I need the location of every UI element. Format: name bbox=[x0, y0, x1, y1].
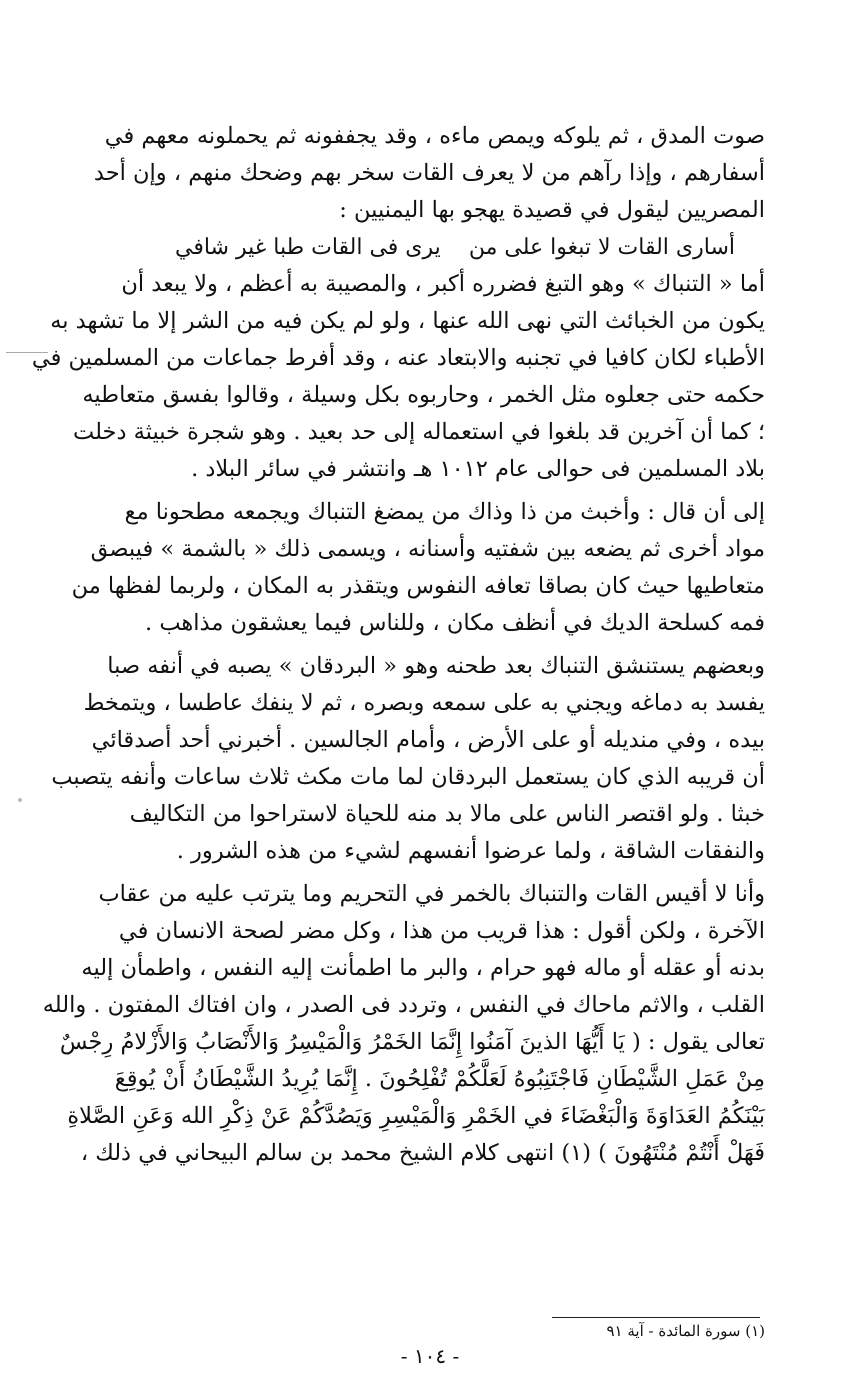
paragraph-3 bbox=[71, 494, 765, 642]
text-line: وأنا لا أقيس القات والتنباك بالخمر في التحريم وما يترتب عليه من عقاب bbox=[98, 881, 765, 907]
margin-scan-dot bbox=[18, 798, 22, 802]
text-line: يكون من الخبائث التي نهى الله عنها ، ولو لم يكن فيه من الشر إلا ما تشهد به bbox=[50, 308, 765, 334]
text-line: متعاطيها حيث كان بصاقا تعافه النفوس ويتقذر به المكان ، ولربما لفظها من bbox=[71, 573, 765, 599]
text-line: الأطباء لكان كافيا في تجنبه والابتعاد عنه ، وقد أفرط جماعات من المسلمين في bbox=[31, 345, 765, 371]
text-line: يفسد به دماغه ويجني به على سمعه وبصره ، ثم لا ينفك عاطسا ، ويتمخط bbox=[83, 690, 765, 716]
text-line: مواد أخرى ثم يضعه بين شفتيه وأسنانه ، ويسمى ذلك « بالشمة » فيبصق bbox=[90, 536, 765, 562]
margin-scan-mark bbox=[6, 352, 48, 353]
text-line: المصريين ليقول في قصيدة يهجو بها اليمنيين : bbox=[339, 197, 765, 223]
text-line: صوت المدق ، ثم يلوكه ويمص ماءه ، وقد يجففونه ثم يحملونه معهم في bbox=[104, 123, 765, 149]
text-line: أن قريبه الذي كان يستعمل البردقان لما مات مكث ثلاث ساعات وأنفه يتصبب bbox=[51, 764, 765, 790]
text-line: الآخرة ، ولكن أقول : هذا قريب من هذا ، وكل مضر لصحة الانسان في bbox=[118, 918, 765, 944]
text-line: والنفقات الشاقة ، ولما عرضوا أنفسهم لشيء من هذه الشرور . bbox=[176, 838, 765, 864]
poem-verse bbox=[175, 229, 765, 266]
quran-verse-line: فَهَلْ أَنْتُمْ مُنْتَهُونَ ) (١) انتهى كلام الشيخ محمد بن سالم البيحاني في ذلك ، bbox=[80, 1140, 765, 1166]
text-line: خبثا . ولو اقتصر الناس على مالا بد منه للحياة لاستراحوا من التكاليف bbox=[129, 801, 765, 827]
text-line: فمه كسلحة الديك في أنظف مكان ، وللناس فيما يعشقون مذاهب . bbox=[145, 610, 765, 636]
quran-verse-line: مِنْ عَمَلِ الشَّيْطَانِ فَاجْتَنِبُوهُ لَعَلَّكُمْ تُفْلِحُونَ . إِنَّمَا يُرِيدُ الشَّيْطَانُ أَنْ يُوقِعَ bbox=[114, 1066, 765, 1092]
poem-hemistich-1: أسارى القات لا تبغوا على من bbox=[468, 235, 735, 260]
footnote-divider bbox=[552, 1317, 760, 1318]
page-body bbox=[31, 118, 765, 1172]
text-line: القلب ، والاثم ماحاك في النفس ، وتردد فى الصدر ، وان افتاك المفتون . والله bbox=[42, 992, 765, 1018]
paragraph-4 bbox=[51, 648, 765, 870]
text-line: إلى أن قال : وأخبث من ذا وذاك من يمضغ التنباك ويجمعه مطحونا مع bbox=[124, 499, 765, 525]
footnote: (١) سورة المائدة - آية ٩١ bbox=[606, 1322, 765, 1340]
text-line: بلاد المسلمين فى حوالى عام ١٠١٢ هـ وانتشر في سائر البلاد . bbox=[191, 456, 765, 482]
text-line: أما « التنباك » وهو التبغ فضرره أكبر ، والمصيبة به أعظم ، ولا يبعد أن bbox=[121, 271, 765, 297]
paragraph-2 bbox=[31, 266, 765, 488]
text-line: بدنه أو عقله أو ماله فهو حرام ، والبر ما اطمأنت إليه النفس ، واطمأن إليه bbox=[81, 955, 765, 981]
poem-hemistich-2: يرى فى القات طبا غير شافي bbox=[175, 235, 441, 260]
paragraph-5 bbox=[42, 876, 765, 1172]
text-line: بيده ، وفي منديله أو على الأرض ، وأمام الجالسين . أخبرني أحد أصدقائي bbox=[91, 727, 765, 753]
quran-verse-line: بَيْنَكُمُ العَدَاوَةَ وَالْبَغْضَاءَ في الخَمْرِ وَالْمَيْسِرِ وَيَصُدَّكُمْ عَنْ ذِكْرِ الله وَعَنِ الصَّلاةِ bbox=[67, 1103, 765, 1129]
text-line: ؛ كما أن آخرين قد بلغوا في استعماله إلى حد بعيد . وهو شجرة خبيثة دخلت bbox=[73, 419, 765, 445]
text-line: وبعضهم يستنشق التنباك بعد طحنه وهو « البردقان » يصبه في أنفه صبا bbox=[107, 653, 765, 679]
text-line: حكمه حتى جعلوه مثل الخمر ، وحاربوه بكل وسيلة ، وقالوا بفسق متعاطيه bbox=[82, 382, 765, 408]
paragraph-1 bbox=[93, 118, 765, 229]
text-line: أسفارهم ، وإذا رآهم من لا يعرف القات سخر بهم وضحك منهم ، وإن أحد bbox=[93, 160, 765, 186]
quran-verse-line: تعالى يقول : ( يَا أَيُّهَا الذينَ آمَنُوا إِنَّمَا الخَمْرُ وَالْمَيْسِرُ وَالأَنْصَابُ وَالأَزْلامُ رِجْسٌ bbox=[59, 1029, 765, 1055]
page-number: - ١٠٤ - bbox=[400, 1344, 460, 1368]
